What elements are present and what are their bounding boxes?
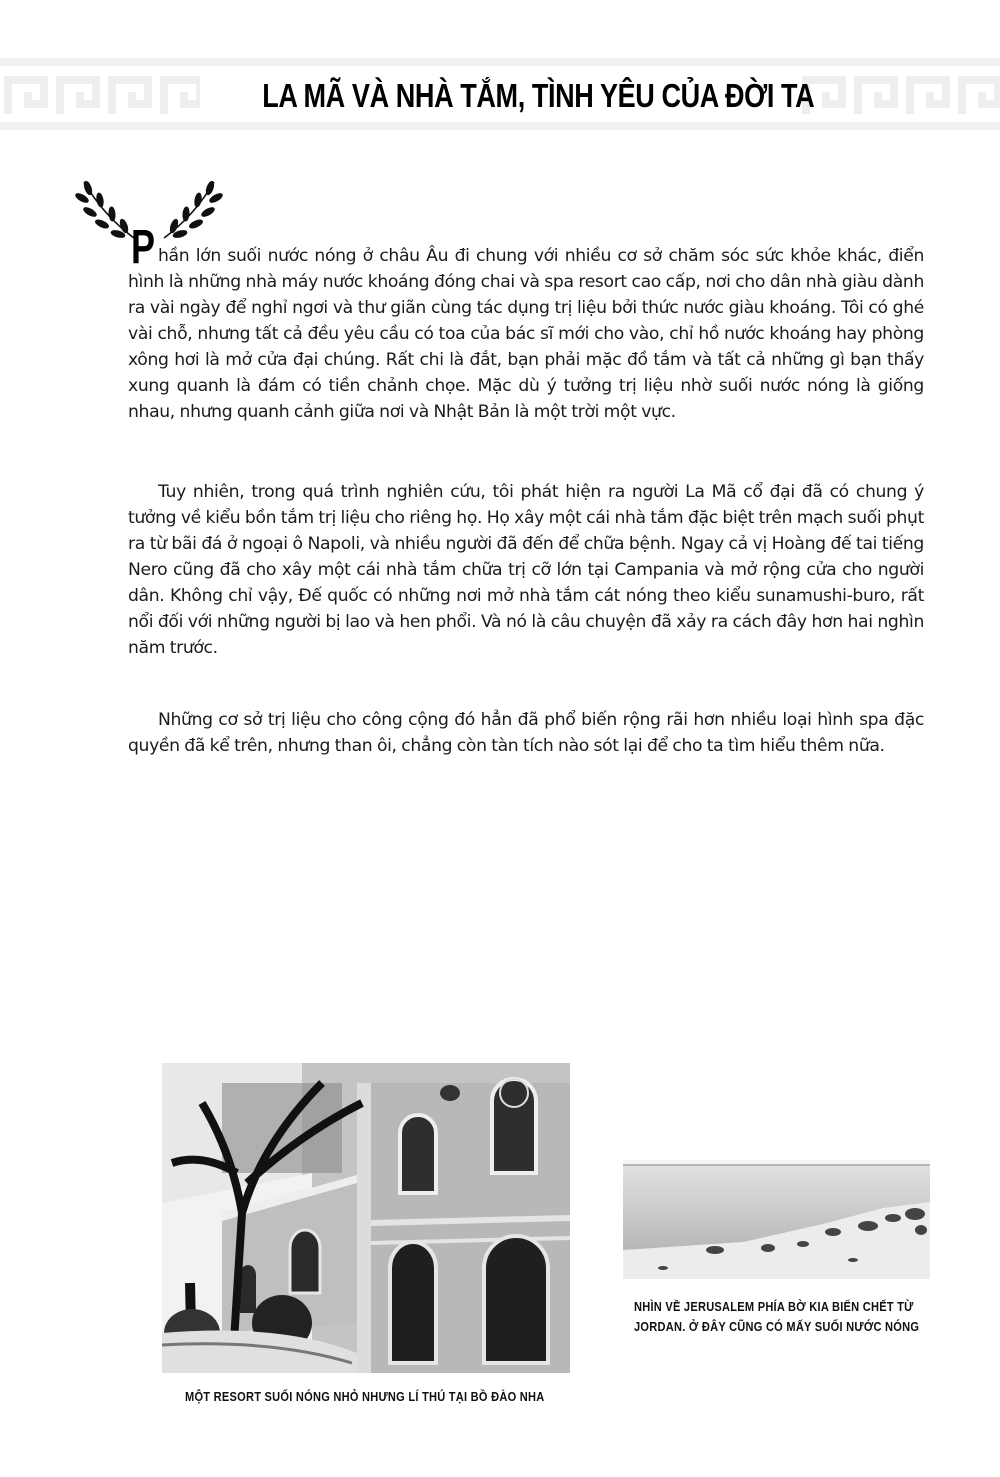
drop-cap: P <box>131 221 156 274</box>
paragraph-3: Những cơ sở trị liệu cho công cộng đó hẳn đã phổ biến rộng rãi hơn nhiều loại hình spa đặc quyền đã kể trên, nhưng than ôi, chẳng còn tàn tích nào sót lại để cho ta tìm hiểu thêm nữa. <box>128 710 924 756</box>
paragraph-2: Tuy nhiên, trong quá trình nghiên cứu, tôi phát hiện ra người La Mã cổ đại đã có chung ý tưởng về kiểu bồn tắm trị liệu cho riêng họ. Họ xây một cái nhà tắm đặc biệt trên mạch suối phụt ra từ bãi đá ở ngoại ô Napoli, và nhiều người đã đến để chữa bệnh. Ngay cả vị Hoàng đế tai tiếng Nero cũng đã cho xây một cái nhà tắm chữa trị cỡ lớn tại Campania và mở rộng cửa cho người dân. Không chỉ vậy, Đế quốc có những nơi mở nhà tắm cát nóng theo kiểu sunamushi-buro, rất nổi đối với những người bị lao và hen phổi. Và nó là câu chuyện đã xảy ra cách đây hơn hai nghìn năm trước. <box>128 482 924 658</box>
dead-sea-photo <box>623 1160 930 1279</box>
resort-photo <box>162 1063 570 1373</box>
paragraph-1: hần lớn suối nước nóng ở châu Âu đi chung với nhiều cơ sở chăm sóc sức khỏe khác, điển hình là những nhà máy nước khoáng đóng chai và spa resort cao cấp, nơi cho dân nhà giàu dành ra vài ngày để nghỉ ngơi và thư giãn cùng tác dụng trị liệu bởi thức nước giàu khoáng. Tôi có ghé vài chỗ, nhưng tất cả đều yêu cầu có toa của bác sĩ mới cho vào, chỉ hồ nước khoáng hay phòng xông hơi là mở cửa đại chúng. Rất chi là đắt, bạn phải mặc đồ tắm và tất cả những gì bạn thấy xung quanh là đám có tiền chảnh chọe. Mặc dù ý tưởng trị liệu nhờ suối nước nóng là giống nhau, nhưng quanh cảnh giữa nơi và Nhật Bản là một trời một vực. <box>128 246 924 422</box>
resort-photo-caption: MỘT RESORT SUỐI NÓNG NHỎ NHƯNG LÍ THÚ TẠI BỒ ĐÀO NHA <box>185 1389 545 1404</box>
caption-line-2: JORDAN. Ở ĐÂY CŨNG CÓ MẤY SUỐI NƯỚC NÓNG <box>634 1319 920 1334</box>
page-title: LA MÃ VÀ NHÀ TẮM, TÌNH YÊU CỦA ĐỜI TA <box>262 77 815 114</box>
dead-sea-photo-caption <box>634 1297 919 1337</box>
caption-line-1: NHÌN VỀ JERUSALEM PHÍA BỜ KIA BIỂN CHẾT TỪ <box>634 1299 914 1314</box>
